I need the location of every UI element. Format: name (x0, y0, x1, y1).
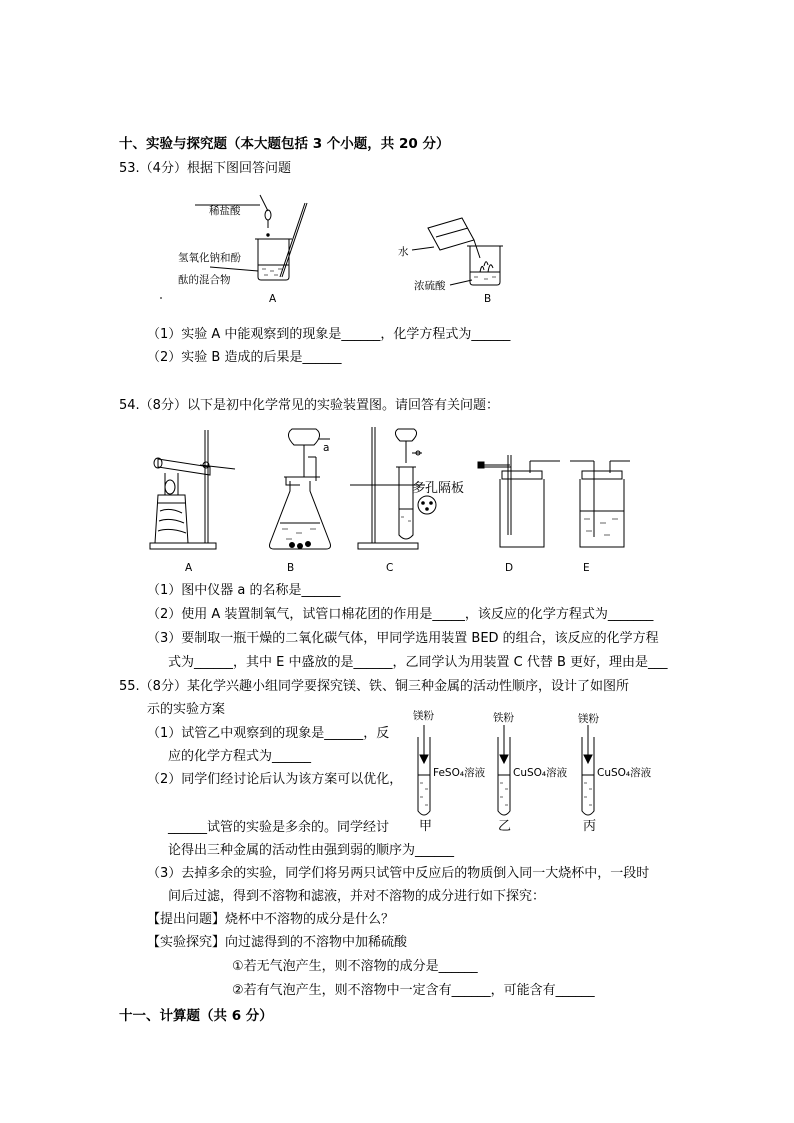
q55-sub3-line2: 间后过滤，得到不溶物和滤液，并对不溶物的成分进行如下探究： (168, 889, 546, 904)
label-feso4-solution: FeSO₄溶液 (433, 767, 486, 779)
apparatus-label-e: E (583, 562, 590, 574)
q55-case1: ①若无气泡产生，则不溶物的成分是______ (232, 959, 478, 974)
label-conc-h2so4: 浓硫酸 (414, 280, 446, 292)
q55-sub2-line1: （2）同学们经讨论后认为该方案可以优化， (147, 772, 403, 787)
q55-sub2-line2: ______试管的实验是多余的。同学经讨 (168, 820, 390, 835)
q54-sub3-line1: （3）要制取一瓶干燥的二氧化碳气体，甲同学选用装置 BED 的组合，该反应的化学方程 (147, 631, 659, 646)
apparatus-label-b: B (287, 562, 295, 574)
label-fig-b: B (484, 293, 492, 305)
apparatus-label-a: A (185, 562, 193, 574)
label-fig-a: A (269, 293, 277, 305)
label-mg-powder-2: 镁粉 (578, 713, 599, 725)
q55-sub3-line1: （3）去掉多余的实验，同学们将另两只试管中反应后的物质倒入同一大烧杯中，一段时 (147, 866, 650, 881)
label-mg-powder-1: 镁粉 (413, 710, 434, 722)
q55-stem-line1: 55.（8分）某化学兴趣小组同学要探究镁、铁、铜三种金属的活动性顺序，设计了如图所 (119, 679, 629, 694)
tube-label-yi: 乙 (498, 819, 512, 834)
label-porous-plate: 多孔隔板 (412, 481, 465, 496)
q54-sub1: （1）图中仪器 a 的名称是______ (147, 583, 341, 598)
q54-stem: 54.（8分）以下是初中化学常见的实验装置图。请回答有关问题： (119, 398, 499, 413)
label-water: 水 (398, 246, 409, 258)
figure-53a-beaker (150, 195, 320, 305)
figure-53b-pouring (400, 210, 520, 295)
q55-case2: ②若有气泡产生，则不溶物中一定含有______，可能含有______ (232, 983, 595, 998)
label-instrument-a: a (323, 442, 330, 454)
figure-54-apparatus (140, 425, 650, 560)
q55-question-line: 【提出问题】烧杯中不溶物的成分是什么？ (147, 912, 395, 927)
q53-sub2: （2）实验 B 造成的后果是______ (147, 350, 342, 365)
q55-sub1-line2: 应的化学方程式为______ (168, 749, 312, 764)
q53-stem: 53.（4分）根据下图回答问题 (119, 161, 291, 176)
q55-explore-line: 【实验探究】向过滤得到的不溶物中加稀硫酸 (147, 935, 408, 950)
section-10-title: 十、实验与探究题（本大题包括 3 个小题，共 20 分） (119, 136, 450, 152)
section-11-title: 十一、计算题（共 6 分） (119, 1008, 273, 1024)
q54-sub3-line2: 式为______，其中 E 中盛放的是______，乙同学认为用装置 C 代替 B 更好，理由是___ (168, 655, 668, 670)
q53-sub1: （1）实验 A 中能观察到的现象是______，化学方程式为______ (147, 327, 511, 342)
label-dilute-hcl: 稀盐酸 (209, 205, 241, 217)
label-naoh-mix-line1: 氢氧化钠和酚 (178, 252, 241, 264)
label-naoh-mix-line2: 酞的混合物 (178, 274, 231, 286)
apparatus-label-c: C (386, 562, 394, 574)
label-fe-powder: 铁粉 (493, 712, 514, 724)
q55-stem-line2: 示的实验方案 (147, 702, 226, 717)
q54-sub2: （2）使用 A 装置制氧气，试管口棉花团的作用是_____，该反应的化学方程式为_______ (147, 607, 654, 622)
tube-label-jia: 甲 (419, 819, 433, 834)
tube-label-bing: 丙 (583, 819, 597, 834)
q55-sub1-line1: （1）试管乙中观察到的现象是______，反 (147, 726, 390, 741)
label-cuso4-solution-1: CuSO₄溶液 (513, 767, 568, 779)
q55-sub2-line3: 论得出三种金属的活动性由强到弱的顺序为______ (168, 843, 455, 858)
apparatus-label-d: D (505, 562, 514, 574)
label-cuso4-solution-2: CuSO₄溶液 (597, 767, 652, 779)
